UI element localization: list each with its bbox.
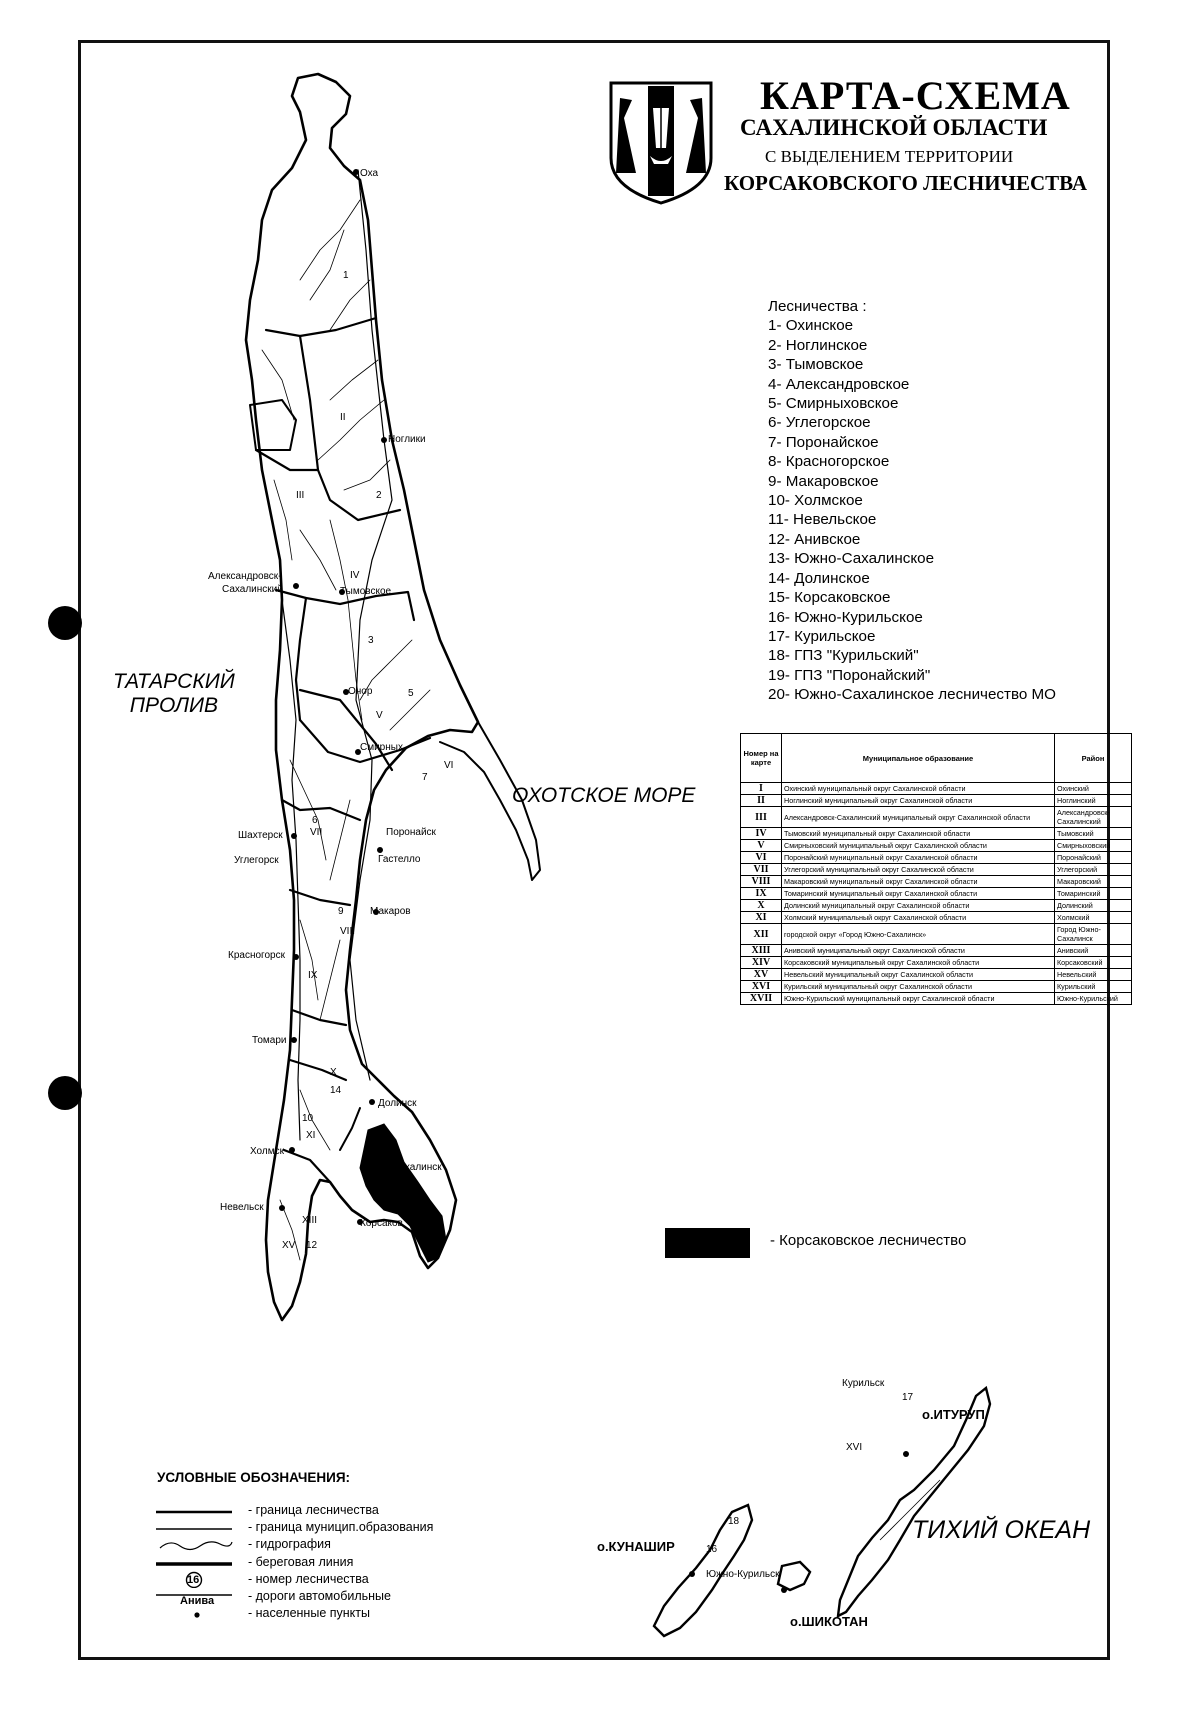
table-cell-municipality: Анивский муниципальный округ Сахалинской области	[782, 945, 1055, 957]
place-makarov: Макаров	[370, 906, 411, 917]
forestry-list-item: 18- ГПЗ "Курильский"	[768, 647, 919, 665]
place-gastello: Гастелло	[378, 854, 421, 865]
forestry-list-item: 4- Александровское	[768, 375, 910, 393]
forestry-list-item: 19- ГПЗ "Поронайский"	[768, 666, 931, 684]
island-shikotan: о.ШИКОТАН	[790, 1614, 868, 1629]
map-roman: IV	[350, 570, 360, 581]
map-roman: VIII	[340, 926, 356, 937]
table-cell-district: Курильский	[1055, 981, 1132, 993]
forestry-list-item: 20- Южно-Сахалинское лесничество МО	[768, 686, 1056, 704]
place-sakhalinsk: Сахалинск	[392, 1162, 442, 1173]
table-cell-number: VII	[741, 864, 782, 876]
okhotsk-sea-label: ОХОТСКОЕ МОРЕ	[512, 784, 696, 807]
forestry-list-item: 1- Охинское	[768, 317, 854, 335]
table-cell-number: XIV	[741, 957, 782, 969]
map-roman: XV	[282, 1240, 296, 1251]
forestry-list-item: 15- Корсаковское	[768, 589, 891, 607]
map-title: КАРТА-СХЕМА	[760, 73, 1071, 118]
forestry-list-item: 17- Курильское	[768, 627, 876, 645]
map-roman: V	[376, 710, 383, 721]
table-cell-municipality: Углегорский муниципальный округ Сахалинской области	[782, 864, 1055, 876]
place-smirnykh: Смирных	[360, 742, 403, 753]
table-cell-municipality: Смирныховский муниципальный округ Сахалинской области	[782, 840, 1055, 852]
settlement-dots	[279, 169, 909, 1593]
place-aleksandrovsk-1: Александровск-	[208, 571, 282, 582]
table-cell-municipality: Поронайский муниципальный округ Сахалинской области	[782, 852, 1055, 864]
table-cell-district: Невельский	[1055, 969, 1132, 981]
place-nogliki: Ноглики	[388, 434, 426, 445]
tatar-strait-line1: ТАТАРСКИЙ	[113, 670, 235, 693]
place-tomari: Томари	[252, 1035, 287, 1046]
hydrography-icon	[154, 1536, 234, 1553]
map-number: 16	[706, 1544, 718, 1555]
map-number: 2	[376, 490, 382, 501]
map-roman: III	[296, 490, 305, 501]
table-cell-number: XI	[741, 912, 782, 924]
table-cell-number: XVII	[741, 993, 782, 1005]
map-number: 5	[408, 688, 414, 699]
map-roman: XVI	[846, 1442, 863, 1453]
forestry-list-item: 10- Холмское	[768, 492, 863, 510]
table-header-number: Номер на карте	[741, 734, 782, 783]
forestry-list-item: 16- Южно-Курильское	[768, 608, 923, 626]
map-subtitle-small: С ВЫДЕЛЕНИЕМ ТЕРРИТОРИИ	[765, 147, 1014, 166]
tatar-strait-label	[113, 670, 235, 718]
table-cell-municipality: Южно-Курильский муниципальный округ Сахалинской области	[782, 993, 1055, 1005]
forestry-list-item: 5- Смирныховское	[768, 395, 899, 413]
map-roman: X	[330, 1067, 337, 1078]
place-kurilsk: Курильск	[842, 1378, 885, 1389]
table-cell-municipality: городской округ «Город Южно-Сахалинск»	[782, 924, 1055, 945]
map-number: 3	[368, 635, 374, 646]
table-cell-number: I	[741, 783, 782, 795]
place-nevelsk: Невельск	[220, 1202, 264, 1213]
map-roman: VI	[444, 760, 454, 771]
place-korsakov: Корсаков	[360, 1218, 403, 1229]
table-cell-number: V	[741, 840, 782, 852]
table-cell-number: XVI	[741, 981, 782, 993]
legend-label: - номер лесничества	[248, 1571, 369, 1586]
table-cell-municipality: Холмский муниципальный округ Сахалинской области	[782, 912, 1055, 924]
table-cell-number: III	[741, 807, 782, 828]
map-roman: XIII	[302, 1215, 318, 1226]
map-roman: IX	[308, 970, 318, 981]
table-cell-municipality: Невельский муниципальный округ Сахалинской области	[782, 969, 1055, 981]
forestry-border-icon	[154, 1502, 234, 1519]
settlement-icon	[154, 1605, 234, 1622]
table-cell-district: Корсаковский	[1055, 957, 1132, 969]
forestry-list-header: Лесничества :	[768, 298, 867, 315]
table-cell-number: VI	[741, 852, 782, 864]
table-cell-district: Поронайский	[1055, 852, 1132, 864]
iturup-island	[838, 1388, 990, 1616]
table-cell-number: VIII	[741, 876, 782, 888]
korsakov-legend-label: - Корсаковское лесничество	[770, 1232, 967, 1249]
table-cell-municipality: Корсаковский муниципальный округ Сахалинской области	[782, 957, 1055, 969]
table-cell-municipality: Макаровский муниципальный округ Сахалинской области	[782, 876, 1055, 888]
forestry-list-item: 13- Южно-Сахалинское	[768, 550, 935, 568]
shikotan-island	[778, 1562, 810, 1590]
map-number: 10	[302, 1113, 314, 1124]
forestry-list-item: 14- Долинское	[768, 569, 870, 587]
table-cell-number: IX	[741, 888, 782, 900]
forestry-list-item: 9- Макаровское	[768, 472, 879, 490]
map-number: 18	[728, 1516, 740, 1527]
forestry-list-item: 6- Углегорское	[768, 414, 871, 432]
table-header-municipality: Муниципальное образование	[782, 734, 1055, 783]
map-number: 9	[338, 906, 344, 917]
map-subtitle: САХАЛИНСКОЙ ОБЛАСТИ	[740, 115, 1048, 140]
table-cell-district: Макаровский	[1055, 876, 1132, 888]
legend-label: - дороги автомобильные	[248, 1588, 391, 1603]
map-number: 12	[306, 1240, 318, 1251]
island-kunashir: о.КУНАШИР	[597, 1539, 675, 1554]
table-cell-municipality: Тымовский муниципальный округ Сахалинской области	[782, 828, 1055, 840]
table-cell-number: II	[741, 795, 782, 807]
forestry-list-item: 2- Ноглинское	[768, 336, 868, 354]
place-aleksandrovsk-2: Сахалинский	[222, 584, 283, 595]
table-cell-municipality: Охинский муниципальный округ Сахалинской области	[782, 783, 1055, 795]
table-cell-number: XV	[741, 969, 782, 981]
map-subtitle-bold: КОРСАКОВСКОГО ЛЕСНИЧЕСТВА	[724, 171, 1088, 195]
legend-sample-number: 16	[187, 1573, 200, 1586]
legend-title: УСЛОВНЫЕ ОБОЗНАЧЕНИЯ:	[157, 1470, 351, 1485]
tatar-strait-line2: ПРОЛИВ	[129, 694, 219, 717]
forestry-list-item: 3- Тымовское	[768, 356, 864, 374]
table-cell-district: Томаринский	[1055, 888, 1132, 900]
place-dolinsk: Долинск	[378, 1098, 417, 1109]
place-uglegorsk: Углегорск	[234, 855, 279, 866]
pacific-ocean-label: ТИХИЙ ОКЕАН	[912, 1516, 1091, 1544]
legend-sample-place: Анива	[180, 1594, 215, 1607]
legend-label: - граница лесничества	[248, 1503, 379, 1517]
map-roman: XI	[306, 1130, 316, 1141]
table-cell-district: Ноглинский	[1055, 795, 1132, 807]
forestry-list-item: 11- Невельское	[768, 511, 877, 529]
map-number: 17	[902, 1392, 914, 1403]
table-cell-number: XIII	[741, 945, 782, 957]
map-number: 1	[343, 270, 349, 281]
table-cell-district: Смирныховский	[1055, 840, 1132, 852]
map-roman: II	[340, 412, 346, 423]
table-cell-district: Город Южно-Сахалинск	[1055, 924, 1132, 945]
table-cell-number: IV	[741, 828, 782, 840]
place-okha: Оха	[360, 168, 379, 179]
legend-label: - граница муницип.образования	[248, 1520, 434, 1535]
map-number: 7	[422, 772, 428, 783]
place-kholmsk: Холмск	[250, 1146, 284, 1157]
table-cell-district: Углегорский	[1055, 864, 1132, 876]
forestry-list-item: 7- Поронайское	[768, 433, 879, 451]
legend-label: - береговая линия	[248, 1554, 354, 1569]
table-cell-district: Южно-Курильский	[1055, 993, 1132, 1005]
table-cell-district: Тымовский	[1055, 828, 1132, 840]
place-onor: Онор	[348, 686, 373, 697]
table-cell-district: Долинский	[1055, 900, 1132, 912]
place-krasnogorsk: Красногорск	[228, 950, 285, 961]
place-tymovskoe: Тымовское	[340, 586, 392, 597]
forestry-list-item: 8- Красногорское	[768, 453, 890, 471]
place-shakhtersk: Шахтерск	[238, 830, 283, 841]
table-cell-municipality: Курильский муниципальный округ Сахалинской области	[782, 981, 1055, 993]
place-poronaysk: Поронайск	[386, 827, 436, 838]
table-cell-district: Охинский	[1055, 783, 1132, 795]
forestry-list-item: 12- Анивское	[768, 530, 861, 548]
table-cell-municipality: Долинский муниципальный округ Сахалинской области	[782, 900, 1055, 912]
place-yuzhno-kurilsk: Южно-Курильск	[706, 1569, 780, 1580]
island-iturup: о.ИТУРУП	[922, 1407, 985, 1422]
table-cell-municipality: Томаринский муниципальный округ Сахалинской области	[782, 888, 1055, 900]
legend-label: - населенные пункты	[248, 1606, 370, 1621]
table-cell-municipality: Александровск-Сахалинский муниципальный округ Сахалинской области	[782, 807, 1055, 828]
map-number: 6	[312, 815, 318, 826]
table-cell-number: X	[741, 900, 782, 912]
coastline-icon	[154, 1554, 234, 1571]
table-header-district: Район	[1055, 734, 1132, 783]
legend-label: - гидрография	[248, 1537, 331, 1552]
table-cell-number: XII	[741, 924, 782, 945]
municipal-border-icon	[154, 1519, 234, 1536]
map-roman: VII	[310, 827, 323, 838]
table-cell-district: Холмский	[1055, 912, 1132, 924]
map-number: 14	[330, 1085, 342, 1096]
table-cell-district: Анивский	[1055, 945, 1132, 957]
table-cell-district: Александровск-Сахалинский	[1055, 807, 1132, 828]
table-cell-municipality: Ноглинский муниципальный округ Сахалинской области	[782, 795, 1055, 807]
